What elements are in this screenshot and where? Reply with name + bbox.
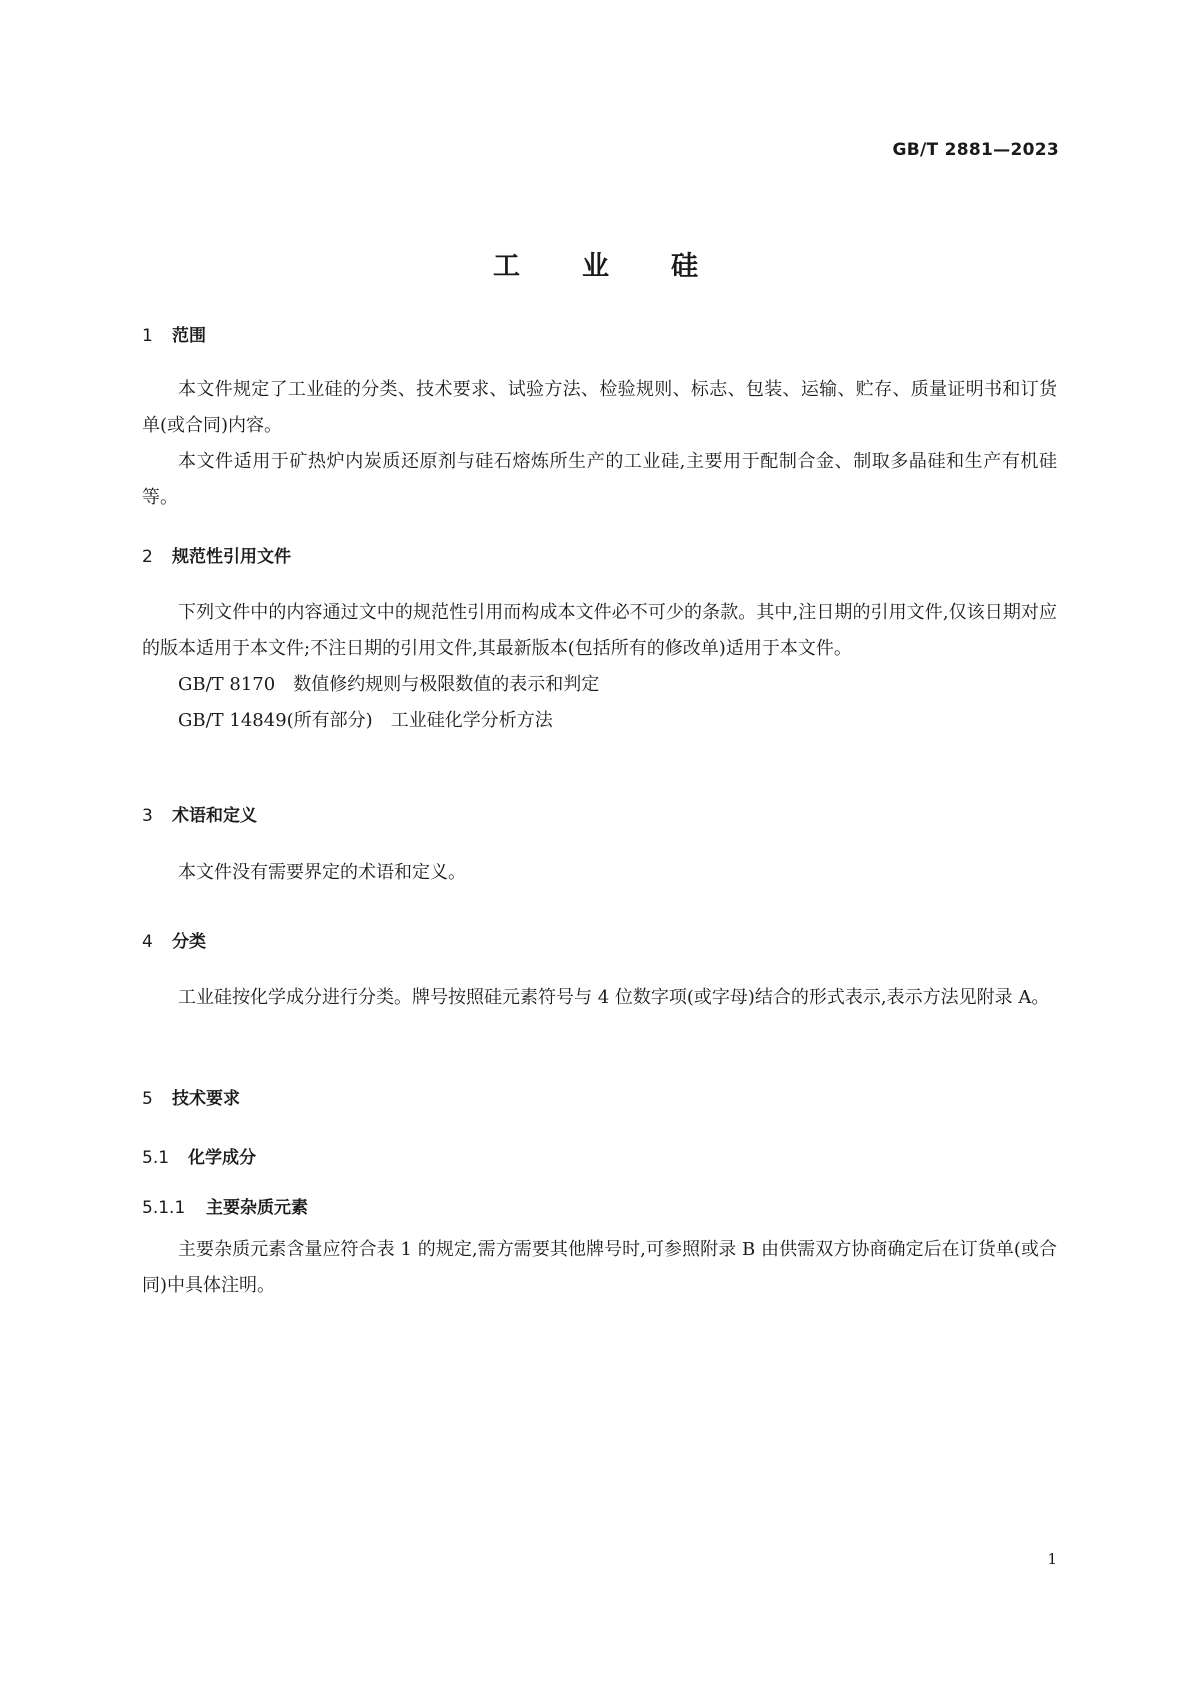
section-title: 分类 — [172, 932, 206, 952]
reference-item — [142, 703, 1057, 739]
reference-code: GB/T 8170 — [178, 674, 276, 695]
section-number: 2 — [142, 547, 153, 567]
section-1-heading — [142, 321, 206, 346]
section-5-heading — [142, 1084, 240, 1109]
section-title: 化学成分 — [188, 1148, 256, 1168]
section-title: 范围 — [172, 326, 206, 346]
section-title: 术语和定义 — [172, 806, 257, 826]
section-number: 5.1.1 — [142, 1198, 186, 1218]
section-4-body — [142, 980, 1057, 1016]
paragraph: 本文件没有需要界定的术语和定义。 — [178, 862, 466, 883]
section-number: 1 — [142, 326, 153, 346]
section-title: 规范性引用文件 — [172, 547, 291, 567]
paragraph: 下列文件中的内容通过文中的规范性引用而构成本文件必不可少的条款。其中,注日期的引用文件,仅该日期对应的版本适用于本文件;不注日期的引用文件,其最新版本(包括所有的修改单)适用于本文件。 — [142, 602, 1057, 659]
section-number: 4 — [142, 932, 153, 952]
paragraph: 本文件规定了工业硅的分类、技术要求、试验方法、检验规则、标志、包装、运输、贮存、质量证明书和订货单(或合同)内容。 — [142, 379, 1057, 436]
section-2-heading — [142, 542, 291, 567]
section-title: 主要杂质元素 — [206, 1198, 308, 1218]
section-3-heading — [142, 801, 257, 826]
reference-title: 工业硅化学分析方法 — [390, 710, 553, 731]
section-1-body — [142, 372, 1057, 516]
reference-code: GB/T 14849(所有部分) — [178, 710, 373, 731]
reference-title: 数值修约规则与极限数值的表示和判定 — [293, 674, 600, 695]
section-5-1-1-heading — [142, 1193, 308, 1218]
standard-number: GB/T 2881—2023 — [892, 140, 1059, 160]
section-3-body — [142, 855, 1057, 891]
section-title: 技术要求 — [172, 1089, 240, 1109]
section-number: 3 — [142, 806, 153, 826]
section-5-1-1-body — [142, 1232, 1057, 1304]
section-number: 5.1 — [142, 1148, 170, 1168]
document-title: 工业硅 — [493, 251, 760, 282]
section-number: 5 — [142, 1089, 153, 1109]
reference-item — [142, 667, 1057, 703]
paragraph: 工业硅按化学成分进行分类。牌号按照硅元素符号与 4 位数字项(或字母)结合的形式表示,表示方法见附录 A。 — [178, 987, 1050, 1008]
section-2-body — [142, 595, 1057, 739]
page-number: 1 — [1047, 1550, 1057, 1568]
paragraph: 主要杂质元素含量应符合表 1 的规定,需方需要其他牌号时,可参照附录 B 由供需双方协商确定后在订货单(或合同)中具体注明。 — [142, 1239, 1057, 1296]
section-4-heading — [142, 927, 206, 952]
paragraph: 本文件适用于矿热炉内炭质还原剂与硅石熔炼所生产的工业硅,主要用于配制合金、制取多晶硅和生产有机硅等。 — [142, 451, 1057, 508]
section-5-1-heading — [142, 1143, 256, 1168]
